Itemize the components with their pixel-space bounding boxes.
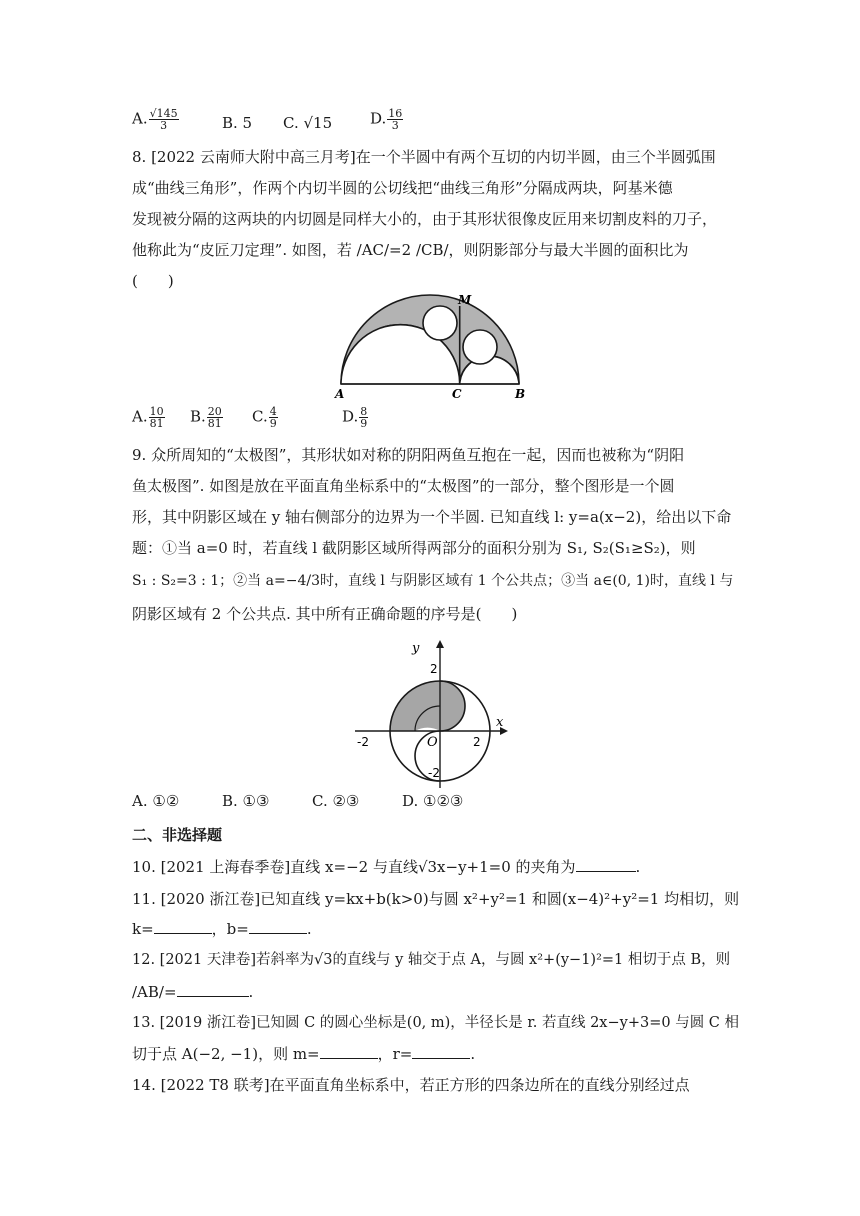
label-left-neg2: -2 [357,735,369,749]
q9-line-2: 鱼太极图”. 如图是放在平面直角坐标系中的“太极图”的一部分，整个图形是一个圆 [132,477,675,495]
q8-arbelos-figure [320,290,540,405]
q9-line-6: 阴影区域有 2 个公共点. 其中所有正确命题的序号是( ) [132,605,518,623]
q10-answer-blank[interactable] [576,857,636,872]
q7-option-b: B. 5 [222,114,253,132]
q9-line-4: 题：①当 a=0 时，若直线 l 截阴影区域所得两部分的面积分别为 S₁, S₂(S₁≥S₂)，则 [132,539,696,557]
twin-circle-right [463,330,497,364]
q7-option-c: C. √15 [283,114,333,132]
label-bottom-neg2: -2 [428,766,440,780]
q12-answer-blank[interactable] [177,982,249,997]
q12-line-2: /AB/= . [132,983,254,1001]
q9-option-c: C. ②③ [312,792,360,810]
q9-line-5: S₁ : S₂=3 : 1；②当 a=−4/3时，直线 l 与阴影区域有 1 个公共点；③当 a∈(0, 1)时，直线 l 与 [132,573,734,589]
q9-option-d: D. ①②③ [402,792,464,810]
label-origin: O [427,735,438,750]
q13-line-1: 13. [2019 浙江卷]已知圆 C 的圆心坐标是(0, m)，半径长是 r. 若直线 2x−y+3=0 与圆 C 相 [132,1015,740,1031]
label-m: M [458,293,472,307]
label-top-2: 2 [430,662,438,676]
q9-option-a: A. ①② [132,792,180,810]
q8-line-3: 发现被分隔的这两块的内切圆是同样大小的，由于其形状很像皮匠用来切割皮料的刀子， [132,210,718,228]
q8-option-b: B. $\frac{20}{81}$ [190,405,222,430]
section-heading: 二、非选择题 [132,826,223,844]
q9-line-3: 形，其中阴影区域在 y 轴右侧部分的边界为一个半圆. 已知直线 l: y=a(x−2)，给出以下命 [132,508,732,526]
q11-line-1: 11. [2020 浙江卷]已知直线 y=kx+b(k>0)与圆 x²+y²=1 和圆(x−4)²+y²=1 均相切，则 [132,890,740,908]
label-b: B [515,387,526,401]
q8-line-5: ( ) [132,272,174,290]
y-axis-arrow [436,640,444,648]
q13-r-blank[interactable] [412,1044,470,1059]
q7-option-a: A. $\frac{√145}{3}$ [132,107,178,132]
q8-line-4: 他称此为“皮匠刀定理”. 如图，若 /AC/=2 /CB/，则阴影部分与最大半圆的面积比为 [132,241,689,259]
q9-line-1: 9. 众所周知的“太极图”，其形状如对称的阴阳两鱼互抱在一起，因而也被称为“阴阳 [132,446,685,464]
q8-option-a: A. $\frac{10}{81}$ [132,405,164,430]
label-a: A [335,387,345,401]
q11-b-blank[interactable] [249,919,307,934]
q11-k-blank[interactable] [154,919,212,934]
label-y: y [412,641,420,656]
q13-line-2: 切于点 A(−2, −1)，则 m= ，r= . [132,1045,476,1063]
q9-option-b: B. ①③ [222,792,270,810]
q8-option-c: C. $\frac{4}{9}$ [252,405,277,430]
q12-line-1: 12. [2021 天津卷]若斜率为√3的直线与 y 轴交于点 A，与圆 x²+(y−1)²=1 相切于点 B，则 [132,952,731,968]
q7-option-d: D. $\frac{16}{3}$ [370,107,403,132]
q10-line: 10. [2021 上海春季卷]直线 x=−2 与直线√3x−y+1=0 的夹角为 . [132,858,641,876]
twin-circle-left [423,306,457,340]
q8-option-d: D. $\frac{8}{9}$ [342,405,368,430]
label-right-2: 2 [473,735,481,749]
q14-line-1: 14. [2022 T8 联考]在平面直角坐标系中，若正方形的四条边所在的直线分别经过点 [132,1076,690,1094]
taiji-shaded-upper [390,681,465,731]
q9-taiji-figure [350,638,510,788]
q11-line-2: k= ，b= . [132,920,312,938]
q8-line-1: 8. [2022 云南师大附中高三月考]在一个半圆中有两个互切的内切半圆，由三个半圆弧围 [132,148,716,166]
label-x: x [496,715,504,730]
q8-line-2: 成“曲线三角形”，作两个内切半圆的公切线把“曲线三角形”分隔成两块，阿基米德 [132,179,673,197]
q13-m-blank[interactable] [320,1044,378,1059]
label-c: C [452,387,462,401]
